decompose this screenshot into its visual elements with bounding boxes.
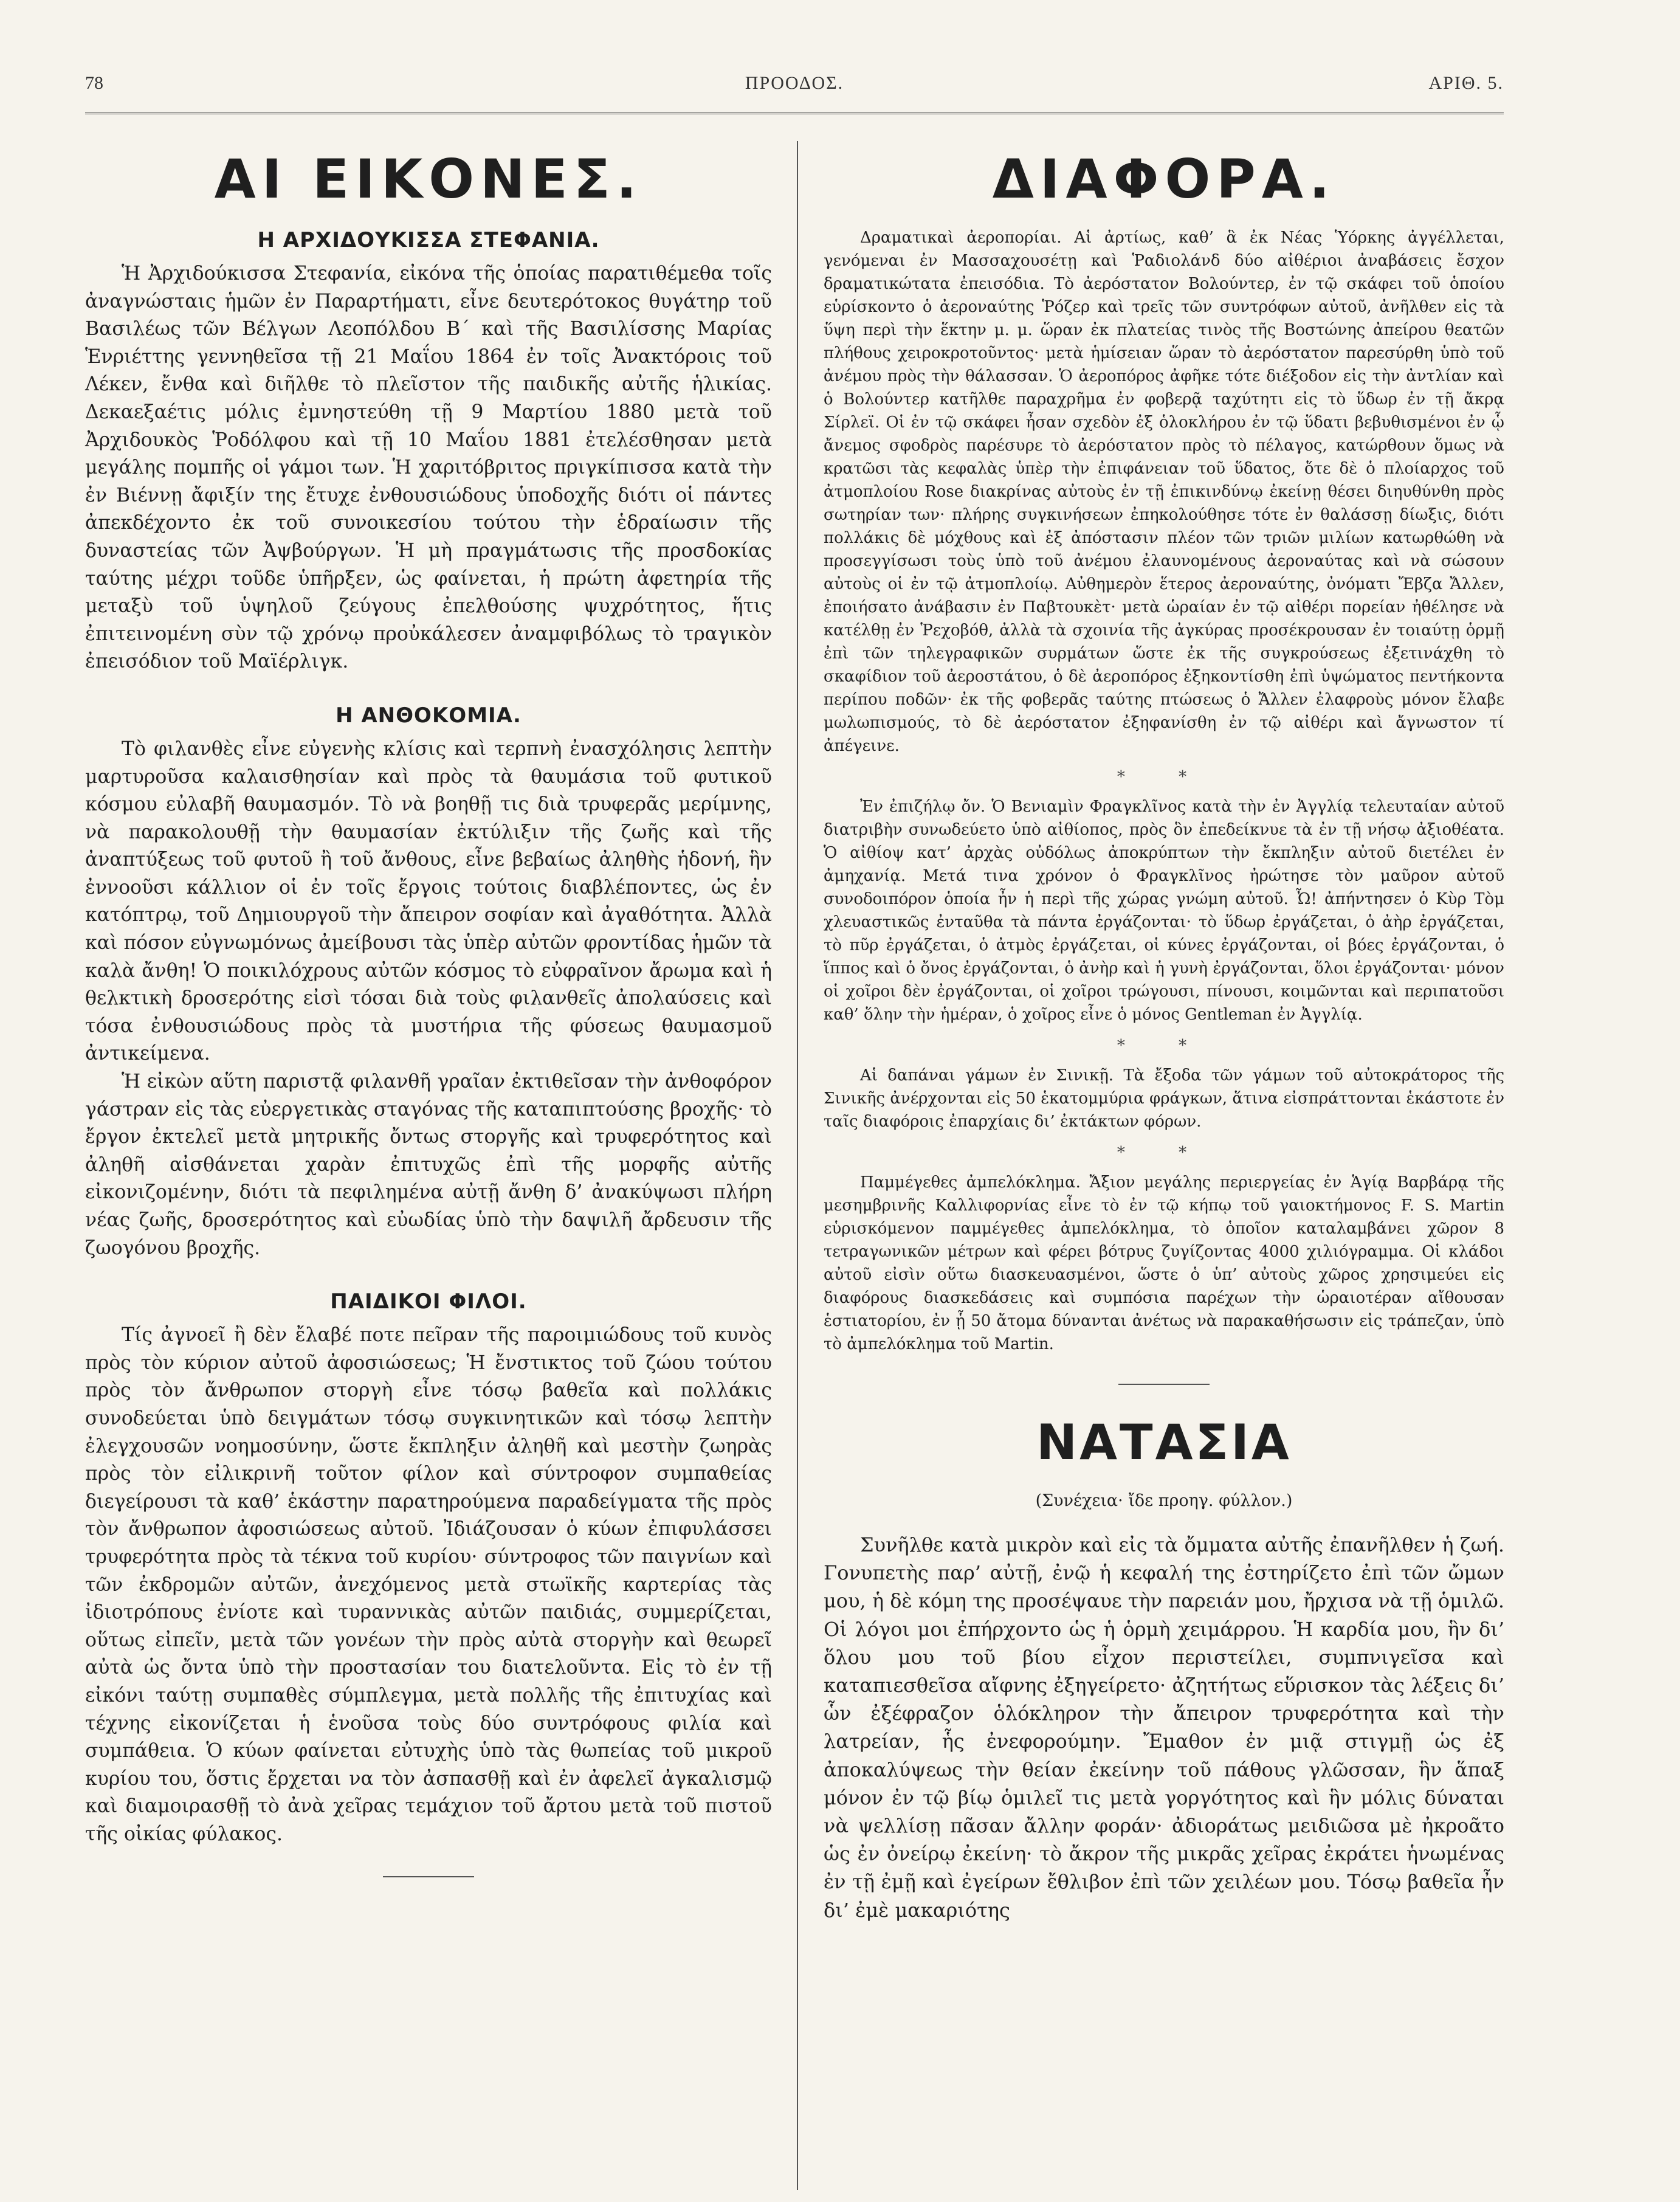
column-divider bbox=[797, 141, 798, 2190]
article-title-stefania: Η ΑΡΧΙΔΟΥΚΙΣΣΑ ΣΤΕΦΑΝΙΑ. bbox=[257, 228, 600, 252]
right-column bbox=[824, 146, 1504, 1924]
left-column bbox=[85, 146, 772, 1877]
issue-number: ΑΡΙΘ. 5. bbox=[1428, 73, 1504, 93]
section-title-diafora: ΔΙΑΦΟΡΑ. bbox=[992, 148, 1336, 210]
article-title-anthokomia: Η ΑΝΘΟΚΟΜΙΑ. bbox=[336, 703, 522, 728]
story-paragraph: Συνῆλθε κατὰ μικρὸν καὶ εἰς τὰ ὄμματα αὐτῆς ἐπανῆλθεν ἡ ζωή. Γονυπετὴς παρ’ αὐτῇ, ἐνῷ ἡ κεφαλή της ἐστηρίζετο ἐπὶ τῶν ὤμων μου, ἡ δὲ κόμη της προσέψαυε τὴν παρειάν μου, ἤρχισα νὰ τῇ ὁμιλῶ. Οἱ λόγοι μοι ἐπήρχοντο ὡς ἡ ὁρμὴ χειμάρρου. Ἡ καρδία μου, ἣν δι’ ὅλου μου τοῦ βίου εἶχον περιστείλει, συμπνιγεῖσα καὶ καταπιεσθεῖσα αἴφνης ἐξηγείρετο· ἀζητήτως εὕρισκον τὰς λέξεις δι’ ὧν ἐξέφραζον ὁλόκληρον τὴν ἄπειρον τρυφερότητα καὶ τὴν λατρείαν, ἧς ἐνεφορούμην. Ἔμαθον ἐν μιᾷ στιγμῇ ὡς ἐξ ἀποκαλύψεως τὴν θείαν ἐκείνην τοῦ πάθους γλῶσσαν, ἣν ἅπαξ μόνον ἐν τῷ βίῳ ὁμιλεῖ τις μετὰ γοργότητος καὶ ἣν μόλις δύναται νὰ ψελλίσῃ πᾶσαν ἄλλην φοράν· ἀδιοράτως μειδιῶσα μὲ ἠκροᾶτο ὡς ἐν ὀνείρῳ ἐκείνη· τὸ ἄκρον τῆς μικρᾶς χεῖρας ἐκράτει ἡνωμένας ἐν τῇ ἐμῇ καὶ ἐγείρων ἔθλιβον ἐπὶ τῶν χειλέων μου. Τόσῳ βαθεῖα ἦν δι’ ἐμὲ μακαριότης bbox=[824, 1533, 1504, 1922]
separator-stars: * * bbox=[1117, 1144, 1211, 1162]
running-head bbox=[85, 73, 1504, 97]
separator-stars: * * bbox=[1117, 1037, 1211, 1055]
header-rule bbox=[85, 112, 1504, 114]
article-paragraph: Τίς ἀγνοεῖ ἢ δὲν ἔλαβέ ποτε πεῖραν τῆς παροιμιώδους τοῦ κυνὸς πρὸς τὸν κύριον αὐτοῦ ἀφοσιώσεως; Ἡ ἔνστικτος τοῦ ζώου τούτου πρὸς τὸν ἄνθρωπον στοργὴ εἶνε τόσῳ βαθεῖα καὶ πολλάκις συνοδεύεται ὑπὸ δειγμάτων τόσῳ συγκινητικῶν καὶ τόσῳ λεπτὴν ἐλεγχουσῶν νοημοσύνην, ὥστε ἔκπληξιν ἀληθῆ καὶ μεστὴν ζωηρὰς πρὸς τὸν εἰλικρινῆ τοῦτον φίλον καὶ σύντροφον συμπαθείας διεγείρουσι τὰ καθ’ ἑκάστην παρατηρούμενα παραδείγματα τῆς πρὸς τὸν ἄνθρωπον ἀφοσιώσεως αὐτοῦ. Ἰδιάζουσαν ὁ κύων ἐπιφυλάσσει τρυφερότητα πρὸς τὰ τέκνα τοῦ κυρίου· σύντροφος τῶν παιγνίων καὶ τῶν ἐκδρομῶν αὐτῶν, ἀνεχόμενος μετὰ στωϊκῆς καρτερίας τὰς ἰδιοτρόπους ἐνίοτε καὶ τυραννικὰς αὐτῶν παιδιάς, συμμερίζεται, οὕτως εἰπεῖν, μετὰ τῶν γονέων τὴν πρὸς αὐτὰ στοργὴν καὶ θεωρεῖ αὐτὰ ὡς ὄντα ὑπὸ τὴν προστασίαν του διατελοῦντα. Εἰς τὸ ἐν τῇ εἰκόνι ταύτῃ συμπαθὲς σύμπλεγμα, μετὰ πολλῆς τῆς ἐπιτυχίας καὶ τέχνης εἰκονίζεται ἡ ἑνοῦσα τοὺς δύο συντρόφους φιλία καὶ συμπάθεια. Ὁ κύων φαίνεται εὐτυχὴς ὑπὸ τὰς θωπείας τοῦ μικροῦ κυρίου του, ὅστις ἔρχεται να τὸν ἀσπασθῇ καὶ ἐν ἀφελεῖ ἀγκαλισμῷ καὶ διαμοιρασθῇ τὸ ἀνὰ χεῖρας τεμάχιον τοῦ ἄρτου μετὰ τοῦ πιστοῦ τῆς οἰκίας φύλακος. bbox=[85, 1324, 772, 1845]
article-paragraph: Ἡ εἰκὼν αὕτη παριστᾷ φιλανθῆ γραῖαν ἐκτιθεῖσαν τὴν ἀνθοφόρον γάστραν εἰς τὰς εὐεργετικὰς σταγόνας τῆς καταπιπτούσης βροχῆς· τὸ ἔργον ἐκτελεῖ μετὰ μητρικῆς ὄντως στοργῆς καὶ τρυφερότητος καὶ ἀληθῆ αἰσθάνεται χαρὰν ἐπιτυχῶς ἐπὶ τῆς μορφῆς αὐτῆς εἰκονιζομένην, διότι τὰ πεφιλημένα αὐτῇ ἄνθη δ’ ἀνακύψωσι πλήρη νέας ζωῆς, δροσερότητος καὶ εὐωδίας ὑπὸ τὴν δαψιλῆ ἄρδευσιν τῆς ζωογόνου βροχῆς. bbox=[85, 1071, 772, 1259]
journal-title: ΠΡΟΟΔΟΣ. bbox=[745, 73, 844, 93]
article-paragraph: Ἡ Ἀρχιδούκισσα Στεφανία, εἰκόνα τῆς ὁποίας παρατιθέμεθα τοῖς ἀναγνώσταις ἡμῶν ἐν Παραρτήματι, εἶνε δευτερότοκος θυγάτηρ τοῦ Βασιλέως τῶν Βέλγων Λεοπόλδου Β΄ καὶ τῆς Βασιλίσσης Μαρίας Ἑνριέττης γεννηθεῖσα τῇ 21 Μαΐου 1864 ἐν τοῖς Ἀνακτόροις τοῦ Λέκεν, ἔνθα καὶ διῆλθε τὸ πλεῖστον τῆς παιδικῆς αὐτῆς ἡλικίας. Δεκαεξαέτις μόλις ἐμνηστεύθη τῇ 9 Μαρτίου 1880 μετὰ τοῦ Ἀρχιδουκὸς Ῥοδόλφου καὶ τῇ 10 Μαΐου 1881 ἐτελέσθησαν μετὰ μεγάλης πομπῆς οἱ γάμοι των. Ἡ χαριτόβριτος πριγκίπισσα κατὰ τὴν ἐν Βιέννῃ ἄφιξίν της ἔτυχε ἐνθουσιώδους ὑποδοχῆς διότι οἱ πάντες ἀπεκδέχοντο ἐκ τοῦ συνοικεσίου τούτου τὴν ἑδραίωσιν τῆς δυναστείας τῶν Ἀψβούργων. Ἡ μὴ πραγμάτωσις τῆς προσδοκίας ταύτης μέχρι τοῦδε ὑπῆρξεν, ὡς φαίνεται, ἡ πρώτη ἀφετηρία τῆς μεταξὺ τοῦ ὑψηλοῦ ζεύγους ἐπελθούσης ψυχρότητος, ἥτις ἐπιτεινομένη σὺν τῷ χρόνῳ προὐκάλεσεν ἀναμφιβόλως τὸ τραγικὸν ἐπεισόδιον τοῦ Μαϊέρλιγκ. bbox=[85, 263, 772, 673]
news-item: Ἐν ἐπιζήλῳ ὄν. Ὁ Βενιαμὶν Φραγκλῖνος κατὰ τὴν ἐν Ἀγγλίᾳ τελευταίαν αὐτοῦ διατριβὴν συνωδεύετο ὑπὸ αἰθίοπος, πρὸς ὃν ἐπεδείκνυε τὰ ἐν τῇ νήσῳ ἀξιοθέατα. Ὁ αἰθίοψ κατ’ ἀρχὰς οὐδόλως ἀποκρύπτων τὴν ἔκπληξιν αὐτοῦ διετέλει ἐν ἀμηχανίᾳ. Μετά τινα χρόνον ὁ Φραγκλῖνος ἠρώτησε τὸν μαῦρον αὐτοῦ συνοδοιπόρον ὁποία ἦν ἡ περὶ τῆς χώρας γνώμη αὐτοῦ. Ὦ! ἀπήντησεν ὁ Κὺρ Τὸμ χλευαστικῶς ἐνταῦθα τὰ πάντα ἐργάζονται· τὸ ὕδωρ ἐργάζεται, ὁ ἀὴρ ἐργάζεται, τὸ πῦρ ἐργάζεται, ὁ ἀτμὸς ἐργάζεται, οἱ κύνες ἐργάζονται, οἱ βόες ἐργάζονται, ὁ ἵππος καὶ ὁ ὄνος ἐργάζονται, ὁ ἀνὴρ καὶ ἡ γυνὴ ἐργάζονται, ὅλοι ἐργάζονται· μόνον οἱ χοῖροι δὲν ἐργάζονται, οἱ χοῖροι τρώγουσι, πίνουσι, κοιμῶνται καὶ περιπατοῦσι καθ’ ὅλην τὴν ἡμέραν, ὁ χοῖρος εἶνε ὁ μόνος Gentleman ἐν Ἀγγλίᾳ. bbox=[824, 798, 1504, 1024]
story-title-natasia: ΝΑΤΑΣΙΑ bbox=[1036, 1414, 1292, 1471]
section-title-eikones: ΑΙ ΕΙΚΟΝΕΣ. bbox=[214, 148, 643, 210]
article-paragraph: Τὸ φιλανθὲς εἶνε εὐγενὴς κλίσις καὶ τερπνὴ ἐνασχόλησις λεπτὴν μαρτυροῦσα καλαισθησίαν καὶ πρὸς τὰ θαυμάσια τοῦ φυτικοῦ κόσμου εὐλαβῆ θαυμασμόν. Τὸ νὰ βοηθῇ τις διὰ τρυφερᾶς μερίμνης, νὰ παρακολουθῇ τὴν θαυμασίαν ἐκτύλιξιν τῆς ζωῆς καὶ τῆς ἀναπτύξεως τοῦ φυτοῦ ἢ τοῦ ἄνθους, εἶνε βεβαίως ἀληθὴς ἡδονή, ἣν ἐννοοῦσι κάλλιον οἱ ἐν τοῖς ἔργοις τούτοις διαβλέποντες, ὡς ἐν κατόπτρῳ, τοῦ Δημιουργοῦ τὴν ἄπειρον σοφίαν καὶ ἀγαθότητα. Ἀλλὰ καὶ πόσον εὐγνωμόνως ἀμείβουσι τὰς ὑπὲρ αὐτῶν φροντίδας ἡμῶν τὰ καλὰ ἄνθη! Ὁ ποικιλόχρους αὐτῶν κόσμος τὸ εὐφραῖνον ἄρωμα καὶ ἡ θελκτικὴ δροσερότης εἰσὶ τόσαι διὰ τοὺς φιλανθεῖς ἀπολαύσεις καὶ τόσα ἐνθουσιώδους πρὸς τὰ μυστήρια τῆς φύσεως θαυμασμοῦ ἀντικείμενα. bbox=[85, 737, 772, 1065]
news-item: Αἱ δαπάναι γάμων ἐν Σινικῇ. Τὰ ἔξοδα τῶν γάμων τοῦ αὐτοκράτορος τῆς Σινικῆς ἀνέρχονται εἰς 50 ἑκατομμύρια φράγκων, ἅτινα εἰσπράττονται ἑκάστοτε ἐν ταῖς διαφόροις ἐπαρχίαις δι’ ἐκτάκτων φόρων. bbox=[824, 1066, 1504, 1131]
story-continuation-note: (Συνέχεια· ἴδε προηγ. φύλλον.) bbox=[1035, 1491, 1293, 1510]
end-rule bbox=[383, 1876, 474, 1877]
separator-stars: * * bbox=[1117, 768, 1211, 786]
news-item: Παμμέγεθες ἀμπελόκλημα. Ἄξιον μεγάλης περιεργείας ἐν Ἁγίᾳ Βαρβάρᾳ τῆς μεσημβρινῆς Καλλιφορνίας εἶνε τὸ ἐν τῷ κήπῳ τοῦ γαιοκτήμονος F. S. Martin εὑρισκόμενον παμμέγεθες ἀμπελόκλημα, τὸ ὁποῖον καταλαμβάνει χῶρον 8 τετραγωνικῶν μέτρων καὶ φέρει βότρυς ζυγίζοντας 4000 χιλιόγραμμα. Οἱ κλάδοι αὐτοῦ εἰσὶν οὕτω διασκευασμένοι, ὥστε ὁ ὑπ’ αὐτοὺς χῶρος χρησιμεύει εἰς διαφόρους διασκεδάσεις καὶ συμπόσια παρέχων τὴν ὡραιοτέραν αἴθουσαν ἑστιατορίου, ἐν ᾗ 50 ἄτομα δύνανται ἀνέτως νὰ παρακαθήσωσιν εἰς τράπεζαν, ὑπὸ τὸ ἀμπελόκλημα τοῦ Martin. bbox=[824, 1173, 1504, 1353]
page-number: 78 bbox=[85, 73, 103, 93]
news-item: Δραματικαὶ ἀεροπορίαι. Αἱ ἀρτίως, καθ’ ἃ ἐκ Νέας Ὑόρκης ἀγγέλλεται, γενόμεναι ἐν Μασσαχουσέτῃ καὶ Ῥαδιολάνδ δύο αἰθέριοι ἀναβάσεις ἔσχον δραματικώτατα ἐπεισόδια. Τὸ ἀερόστατον Βολούντερ, ἐν τῷ σκάφει τοῦ ὁποίου εὑρίσκοντο ὁ ἀεροναύτης Ῥόζερ καὶ τρεῖς τῶν συντρόφων αὐτοῦ, ἀνῆλθεν εἰς τὰ ὕψη περὶ τὴν ἕκτην μ. μ. ὥραν ἐκ πλατείας τινὸς τῆς Βοστώνης ἀπείρου θεατῶν πλήθους χειροκροτοῦντος· μετὰ ἡμίσειαν ὥραν τὸ ἀερόστατον παρεσύρθη ὑπὸ τοῦ ἀνέμου πρὸς τὴν θάλασσαν. Ὁ ἀεροπόρος ἀφῆκε τότε διέξοδον εἰς τὴν ἀντλίαν καὶ ὁ Βολούντερ κατῆλθε παραχρῆμα ἐν φοβερᾷ ταχύτητι εἰς τὸ ὕδωρ ἐν τῇ ἄκρᾳ Σίρλεϊ. Οἱ ἐν τῷ σκάφει ἦσαν σχεδὸν ἐξ ὁλοκλήρου ἐν τῷ ὕδατι βεβυθισμένοι ἐν ᾧ ἄνεμος σφοδρὸς παρέσυρε τὸ ἀερόστατον πρὸς τὸ πέλαγος, κατώρθουν ὅμως νὰ κρατῶσι τὰς κεφαλὰς ὑπὲρ τὴν ἐπιφάνειαν τοῦ ὕδατος, ὅτε δὲ ὁ πλοίαρχος τοῦ ἀτμοπλοίου Rose διακρίνας αὐτοὺς ἐν τῇ ἐπικινδύνῳ ἐκείνῃ θέσει διηυθύνθη πρὸς σωτηρίαν των· πλήρης συγκινήσεων ἐπηκολούθησε τότε ἐν θαλάσσῃ δίωξις, διότι πολλάκις δὲ μόχθους καὶ ἐξ ἀπόστασιν πλέον τῶν τριῶν μιλίων κατωρθώθη νὰ προσεγγίσωσι τοὺς ὑπὸ τοῦ ἀνέμου ἐλαυνομένους ἀεροναύτας καὶ νὰ σώσουν αὐτοὺς οἱ ἐν τῷ ἀτμοπλοίῳ. Αὐθημερὸν ἕτερος ἀεροναύτης, ὀνόματι Ἔβζα Ἄλλεν, ἐποιήσατο ἀνάβασιν ἐν Παβτουκὲτ· μετὰ ὡραίαν ἐν τῷ αἰθέρι πορείαν ἠθέλησε νὰ κατέλθῃ ἐν Ῥεχοβόθ, ἀλλὰ τὰ σχοινία τῆς ἀγκύρας προσέκρουσαν ἐν τοιαύτῃ ὁρμῇ ἐπὶ τῶν τηλεγραφικῶν συρμάτων ὥστε ἐκ τῆς συγκρούσεως ἐξετινάχθη τὸ σκαφίδιον τοῦ ἀεροστάτου, ὁ δὲ ἀεροπόρος ἐξηκοντίσθη ἐπὶ ὑψώματος πεντήκοντα περίπου ποδῶν· ἐκ τῆς φοβερᾶς ταύτης πτώσεως ὁ Ἄλλεν ἐλαφροὺς μόνον ἔλαβε μωλωπισμούς, τὸ δὲ ἀερόστατον ἐξηφανίσθη ἐν τῷ αἰθέρι καὶ ἄγνωστον τί ἀπέγεινε. bbox=[824, 229, 1504, 755]
article-title-paidikoi-filoi: ΠΑΙΔΙΚΟΙ ΦΙΛΟΙ. bbox=[330, 1289, 527, 1314]
